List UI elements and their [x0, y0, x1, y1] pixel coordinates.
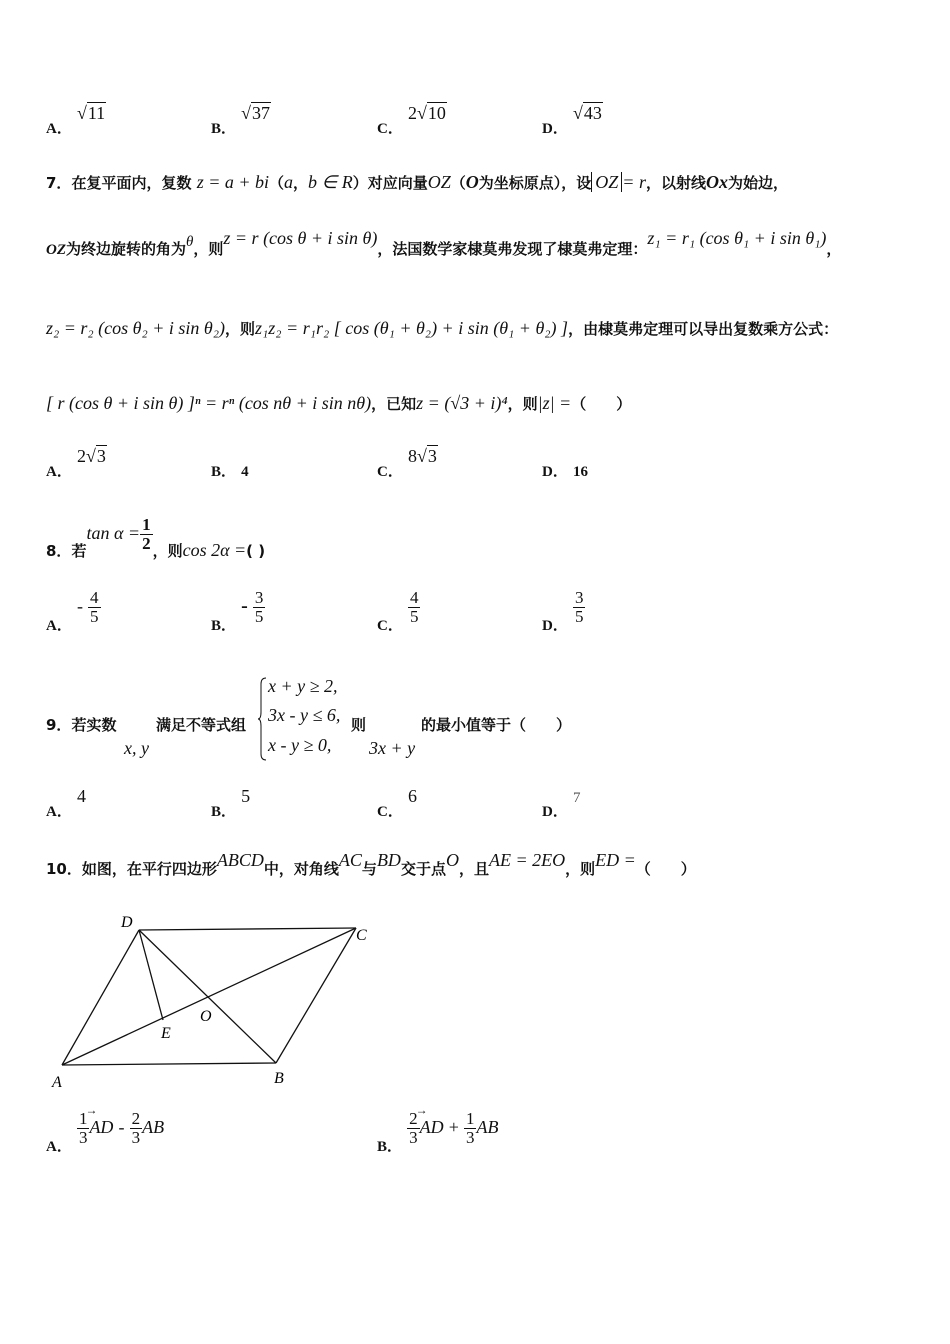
q9-text-c: 则: [351, 716, 367, 734]
q9-option-b[interactable]: [211, 786, 251, 820]
parallelogram-diagram: [40, 905, 380, 1095]
operator: -: [118, 1117, 125, 1137]
q8-option-c[interactable]: [377, 588, 420, 634]
operator: +: [448, 1117, 459, 1137]
q6-option-c[interactable]: [377, 103, 447, 137]
option-sign: -: [76, 596, 83, 616]
q6-option-a[interactable]: [46, 103, 106, 137]
q7-option-c[interactable]: [377, 446, 438, 480]
diagonal-ac: [62, 928, 356, 1065]
q7-option-a[interactable]: [46, 446, 107, 480]
option-value: √43: [572, 103, 602, 123]
edge-dc: [139, 928, 356, 930]
vector-ab: AB: [476, 1117, 499, 1137]
option-label: A．: [46, 121, 72, 137]
option-label: D．: [542, 618, 568, 634]
q8-question: 8．若tan α = $\frac{1}{2}$ ，则cos 2α =( ): [46, 515, 266, 560]
option-label: B．: [211, 618, 237, 634]
option-label: C．: [377, 464, 403, 480]
option-fraction: $\frac{4}{5}$: [90, 588, 99, 626]
q7-line-2: OZ为终边旋转的角为θ，则z = r (cos θ + i sin θ)，法国数学家棣莫弗发现了棣莫弗定理：z₁ = r₁ (cos θ₁ + i sin θ₁)，: [46, 228, 842, 258]
option-label: A．: [46, 804, 72, 820]
diagonal-bd: [139, 930, 276, 1063]
question-number: 8．: [46, 542, 72, 560]
segment-de: [139, 930, 163, 1020]
option-fraction: $\frac{3}{5}$: [574, 588, 584, 626]
option-label: D．: [542, 804, 568, 820]
q9-number: 9．若实数: [46, 716, 117, 734]
option-value: 4: [76, 786, 86, 806]
parallelogram-figure: [40, 905, 380, 1095]
q9-expr: 3x + y: [369, 738, 416, 758]
brace-icon: [257, 676, 267, 762]
q7-line-4: [ r (cos θ + i sin θ) ]ⁿ = rⁿ (cos nθ + i sin nθ)，已知z = (√3 + i)⁴，则|z| =（ ）: [46, 393, 632, 413]
vector-ad: → AD: [85, 1103, 114, 1137]
option-label: D．: [542, 464, 568, 480]
label-d: D: [121, 914, 133, 931]
q6-option-d[interactable]: [542, 103, 603, 137]
label-o: O: [200, 1008, 212, 1025]
option-value: √37: [241, 103, 270, 123]
q7-line-3: z₂ = r₂ (cos θ₂ + i sin θ₂)，则z₁z₂ = r₁r₂ [ cos (θ₁ + θ₂) + i sin (θ₁ + θ₂) ]，由棣莫弗定理可以导出复数乘方公式：: [46, 318, 839, 338]
option-label: A．: [46, 464, 72, 480]
option-value: 6: [407, 786, 417, 806]
option-label: D．: [542, 121, 568, 137]
option-value: 16: [572, 464, 588, 480]
q7-option-b[interactable]: [211, 460, 249, 481]
label-a: A: [52, 1074, 62, 1091]
option-sign: -: [241, 595, 248, 617]
q9-system-brace: [257, 676, 265, 760]
vector-ad: → AD: [415, 1103, 444, 1137]
q8-option-b[interactable]: [211, 588, 265, 634]
option-label: C．: [377, 804, 403, 820]
label-b: B: [274, 1070, 284, 1087]
q10-option-a[interactable]: [46, 1103, 165, 1155]
option-fraction-2: $\frac{2}{3}$: [131, 1109, 141, 1147]
q9-inequality-2: 3x - y ≤ 6,: [268, 705, 341, 725]
q9-text-d: 的最小值等于（ ）: [421, 716, 572, 734]
option-label: C．: [377, 618, 403, 634]
option-fraction-1: $\frac{1}{3}$: [78, 1109, 88, 1147]
q9-inequality-3: x - y ≥ 0,: [268, 735, 332, 755]
q9-inequality-1: x + y ≥ 2,: [268, 676, 338, 696]
question-number: 7．: [46, 174, 72, 192]
q7-option-d[interactable]: [542, 460, 588, 481]
option-value: 8√3: [407, 446, 437, 466]
tan-fraction: $\frac{1}{2}$: [142, 515, 151, 553]
q8-option-d[interactable]: [542, 588, 585, 634]
q10-option-b[interactable]: [377, 1103, 499, 1155]
label-c: C: [356, 927, 367, 944]
option-fraction: $\frac{3}{5}$: [254, 588, 264, 626]
option-label: B．: [211, 464, 237, 480]
q7-line-1: 7．在复平面内，复数 z = a + bi（a，b ∈ R）对应向量OZ（O为坐标原点），设 OZ = r，以射线Ox为始边，: [46, 172, 788, 192]
edge-ad: [62, 930, 139, 1065]
question-number: 10．: [46, 860, 82, 878]
option-label: B．: [211, 804, 237, 820]
q9-option-a[interactable]: [46, 786, 86, 820]
q8-option-a[interactable]: [46, 588, 101, 634]
option-value: √11: [76, 103, 106, 123]
option-value: 4: [241, 464, 249, 480]
option-fraction-2: $\frac{1}{3}$: [465, 1109, 475, 1147]
option-fraction: $\frac{4}{5}$: [409, 588, 419, 626]
edge-ba: [62, 1063, 276, 1065]
option-value: 5: [241, 786, 251, 806]
vector-ab: AB: [142, 1117, 165, 1137]
option-value: 2√10: [407, 103, 446, 123]
q6-option-b[interactable]: [211, 103, 271, 137]
option-value: 2√3: [76, 446, 106, 466]
option-label: A．: [46, 618, 72, 634]
option-label: B．: [377, 1139, 403, 1155]
option-label: C．: [377, 121, 403, 137]
q10-question: 10．如图，在平行四边形ABCD中，对角线AC与BD交于点O，且AE = 2EO，则ED =（ ）: [46, 850, 696, 878]
option-label: B．: [211, 121, 237, 137]
option-value: 7: [572, 790, 581, 806]
edge-cb: [276, 928, 356, 1063]
label-e: E: [161, 1025, 171, 1042]
q9-option-d[interactable]: [542, 786, 581, 820]
option-fraction-1: $\frac{2}{3}$: [409, 1109, 418, 1147]
q9-option-c[interactable]: [377, 786, 417, 820]
option-label: A．: [46, 1139, 72, 1155]
q9-xy: x, y: [124, 738, 149, 758]
q9-text-b: 满足不等式组: [156, 716, 247, 734]
